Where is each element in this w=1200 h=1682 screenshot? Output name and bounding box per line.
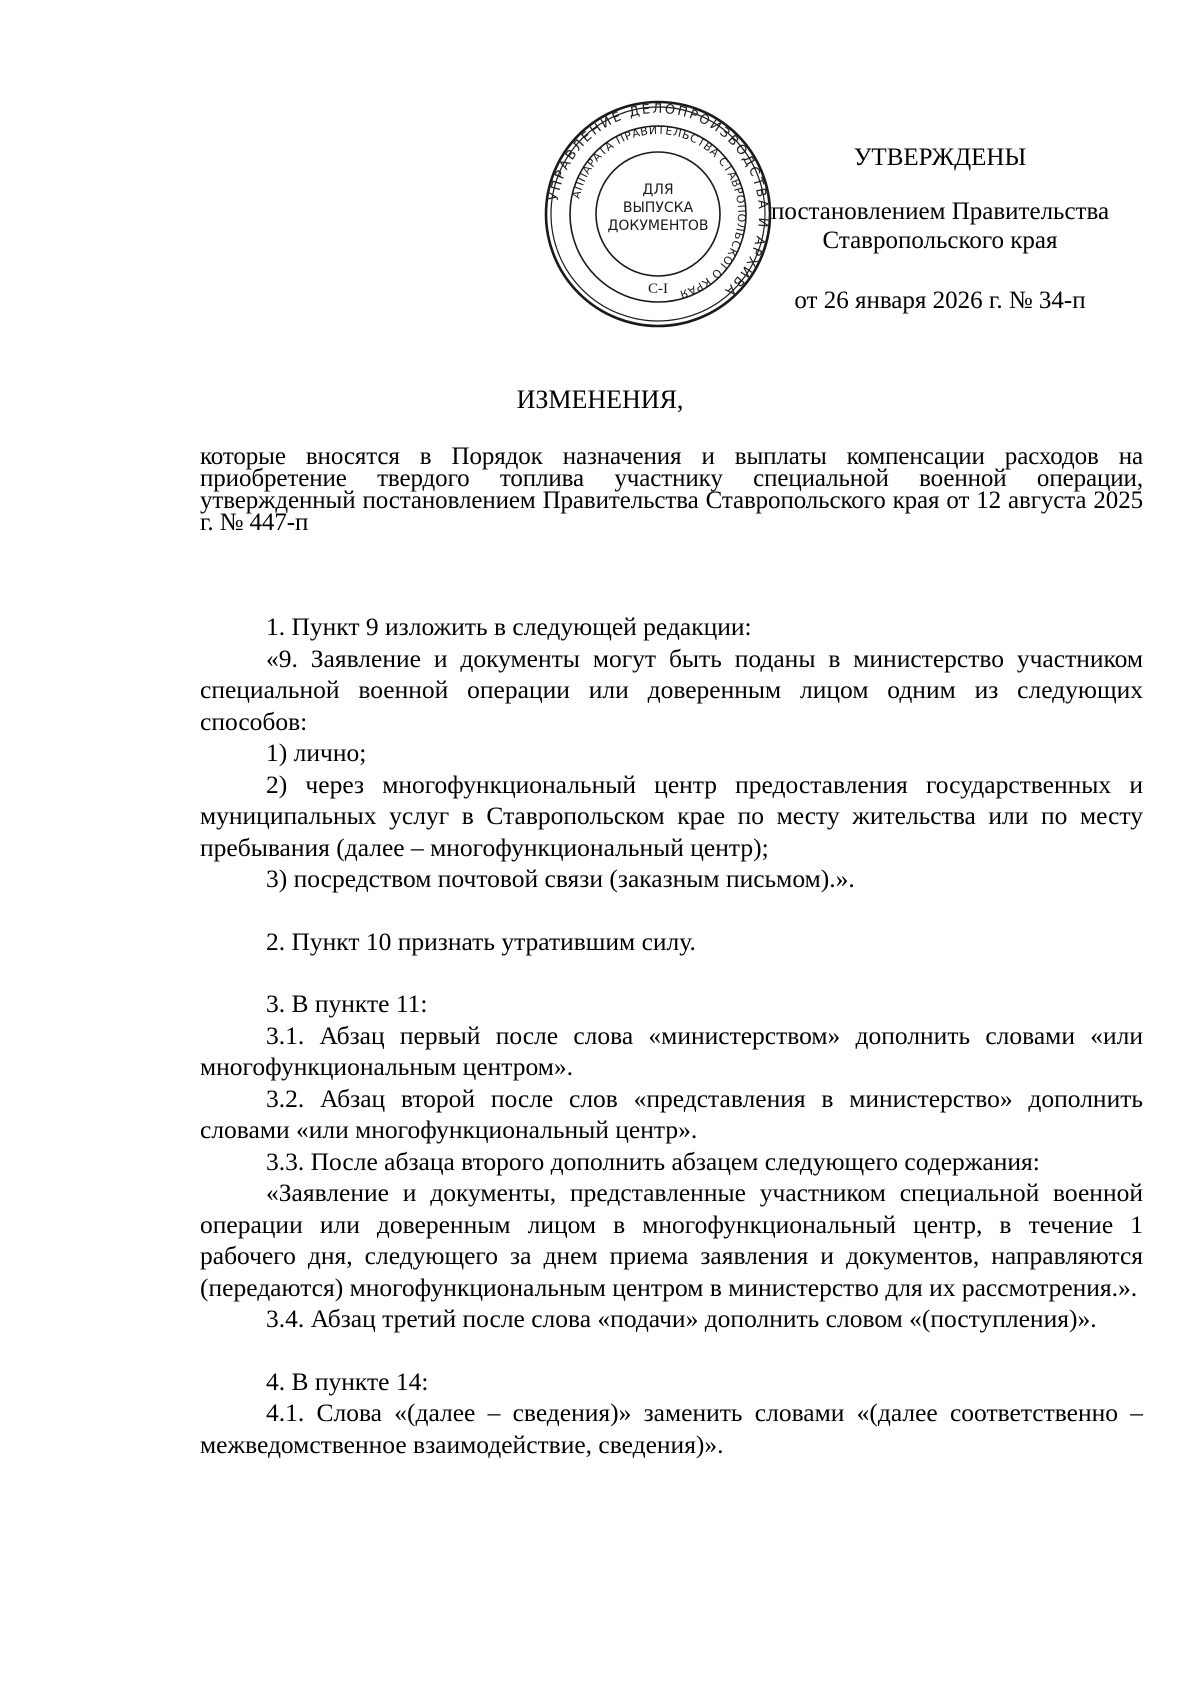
paragraph-3-4: 3.4. Абзац третий после слова «подачи» дополнить словом «(поступления)».: [266, 1304, 1097, 1333]
stamp-center-line-1: ДЛЯ: [642, 182, 674, 198]
paragraph-4-1: 4.1. Слова «(далее – сведения)» заменить словами «(далее соответственно – межведомственное взаимодействие, сведения)».: [200, 1398, 1143, 1459]
document-intro: которые вносятся в Порядок назначения и выплаты компенсации расходов на приобретение твердого топлива участнику специальной военной операции, утвержденный постановлением Правительства Ставропольского края от 12 августа 2025 г. № 447-п: [200, 443, 1143, 536]
stamp-code: С-I: [648, 281, 668, 297]
paragraph-4: 4. В пункте 14:: [266, 1366, 429, 1396]
paragraph-3-3-text: «Заявление и документы, представленные участником специальной военной операции или доверенным лицом в многофункциональный центр, в течение 1 рабочего дня, следующего за днем приема заявления и документов, направляются (передаются) многофункциональным центром в министерство для их рассмотрения.».: [200, 1178, 1143, 1302]
paragraph-3-3: 3.3. После абзаца второго дополнить абзацем следующего содержания:: [266, 1146, 1040, 1176]
stamp-center-line-3: ДОКУМЕНТОВ: [607, 218, 709, 234]
paragraph-1-item-3: 3) посредством почтовой связи (заказным письмом).».: [266, 864, 855, 893]
document-body: [200, 611, 1143, 1460]
paragraph-1-text: «9. Заявление и документы могут быть поданы в министерство участником специальной военной операции или доверенным лицом одним из следующих способов:: [200, 643, 1143, 736]
approval-line-2: Ставропольского края: [822, 227, 1058, 254]
paragraph-1: 1. Пункт 9 изложить в следующей редакции:: [266, 612, 752, 641]
paragraph-3-1: 3.1. Абзац первый после слова «министерством» дополнить словами «или многофункциональным центром».: [200, 1020, 1143, 1081]
approval-block: [740, 143, 1140, 315]
approval-line-1: постановлением Правительства: [770, 198, 1110, 225]
paragraph-2: 2. Пункт 10 признать утратившим силу.: [266, 926, 696, 956]
stamp-outer-text: УПРАВЛЕНИЕ ДЕЛОПРОИЗВОДСТВА И АРХИВА: [546, 101, 771, 300]
paragraph-3-2: 3.2. Абзац второй после слов «представления в министерство» дополнить словами «или многофункциональный центр».: [200, 1083, 1143, 1144]
document-heading: ИЗМЕНЕНИЯ,: [516, 385, 684, 414]
paragraph-1-item-1: 1) лично;: [266, 738, 367, 767]
paragraph-3: 3. В пункте 11:: [266, 989, 428, 1018]
approval-title: УТВЕРЖДЕНЫ: [853, 144, 1027, 171]
paragraph-1-item-2: 2) через многофункциональный центр предоставления государственных и муниципальных услуг в Ставропольском крае по месту жительства или по месту пребывания (далее – многофункциональный центр);: [200, 769, 1143, 862]
stamp-center-line-2: ВЫПУСКА: [622, 200, 694, 216]
approval-date: от 26 января 2026 г. № 34-п: [794, 287, 1086, 314]
stamp-inner-text: АППАРАТА ПРАВИТЕЛЬСТВА СТАВРОПОЛЬСКОГО КРАЯ: [569, 123, 749, 301]
